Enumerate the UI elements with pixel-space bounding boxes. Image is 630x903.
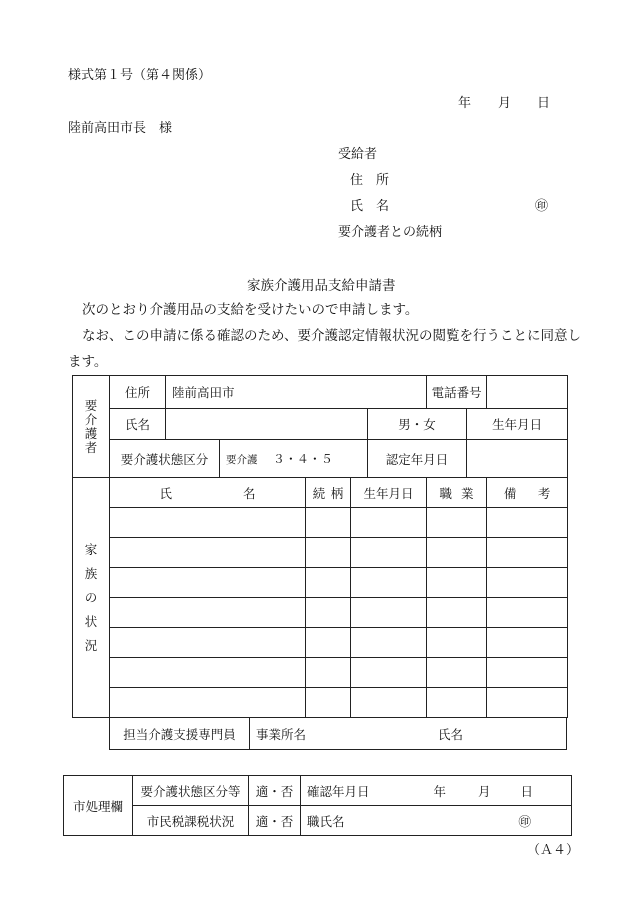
city-care-level-choice[interactable]: 適・否 xyxy=(249,776,301,806)
application-table xyxy=(72,375,568,718)
confirm-date-label: 確認年月日 xyxy=(307,783,370,799)
city-care-level-label: 要介護状態区分等 xyxy=(133,776,249,806)
family-remarks-cell[interactable] xyxy=(487,688,568,718)
sex-choice[interactable]: 男・女 xyxy=(368,409,467,440)
family-remarks-cell[interactable] xyxy=(487,538,568,568)
care-manager-field[interactable] xyxy=(250,718,567,750)
office-name-label: 事業所名 xyxy=(256,726,307,742)
recipient-name-field[interactable] xyxy=(166,409,368,440)
care-manager-name-label: 氏名 xyxy=(438,726,464,742)
family-birth-cell[interactable] xyxy=(351,598,427,628)
document-title: 家族介護用品支給申請書 xyxy=(247,278,396,294)
care-manager-row xyxy=(110,718,567,750)
recipient-section-label: 要 介 護 者 xyxy=(73,376,110,478)
family-remarks-cell[interactable] xyxy=(487,628,568,658)
family-row xyxy=(73,538,568,568)
family-name-cell[interactable] xyxy=(110,658,306,688)
consent-paragraph-line1: なお、この申請に係る確認のため、要介護認定情報状況の閲覧を行うことに同意し xyxy=(82,328,581,344)
family-birth-cell[interactable] xyxy=(351,688,427,718)
family-header-row xyxy=(73,478,568,508)
family-row xyxy=(73,628,568,658)
family-relation-cell[interactable] xyxy=(306,628,351,658)
date-day-label: 日 xyxy=(537,96,551,111)
care-level-row xyxy=(73,440,568,478)
family-birth-cell[interactable] xyxy=(351,658,427,688)
family-remarks-cell[interactable] xyxy=(487,508,568,538)
family-row xyxy=(73,508,568,538)
family-row xyxy=(73,658,568,688)
family-name-header: 氏 名 xyxy=(110,478,306,508)
seal-mark: ㊞ xyxy=(535,199,549,214)
applicant-address-label: 住 所 xyxy=(350,173,390,188)
care-manager-label: 担当介護支援専門員 xyxy=(110,718,250,750)
care-level-values: ３・４・５ xyxy=(272,452,333,466)
cert-date-label: 認定年月日 xyxy=(368,440,467,478)
relation-label: 要介護者との続柄 xyxy=(338,225,443,240)
family-birth-cell[interactable] xyxy=(351,628,427,658)
official-seal-mark: ㊞ xyxy=(518,813,532,829)
phone-field[interactable] xyxy=(487,376,568,409)
family-relation-cell[interactable] xyxy=(306,658,351,688)
confirm-month-label: 月 xyxy=(478,783,491,799)
family-remarks-cell[interactable] xyxy=(487,568,568,598)
family-occupation-header: 職 業 xyxy=(427,478,487,508)
recipient-name-label: 氏名 xyxy=(110,409,166,440)
family-occupation-cell[interactable] xyxy=(427,658,487,688)
family-name-cell[interactable] xyxy=(110,568,306,598)
care-level-label: 要介護状態区分 xyxy=(110,440,220,478)
family-relation-header: 続 柄 xyxy=(306,478,351,508)
family-birth-header: 生年月日 xyxy=(351,478,427,508)
family-occupation-cell[interactable] xyxy=(427,628,487,658)
care-manager-table xyxy=(109,717,567,750)
date-year-label: 年 xyxy=(458,96,472,111)
addressee: 陸前高田市長 様 xyxy=(68,121,173,136)
date-month-label: 月 xyxy=(498,96,512,111)
phone-label: 電話番号 xyxy=(427,376,487,409)
family-section-label: 家 族 の 状 況 xyxy=(73,478,110,718)
family-relation-cell[interactable] xyxy=(306,688,351,718)
family-row xyxy=(73,598,568,628)
care-level-prefix: 要介護 xyxy=(226,454,258,466)
family-relation-cell[interactable] xyxy=(306,568,351,598)
family-relation-cell[interactable] xyxy=(306,508,351,538)
family-birth-cell[interactable] xyxy=(351,568,427,598)
confirm-day-label: 日 xyxy=(520,783,534,799)
city-processing-table xyxy=(63,775,572,836)
recipient-birth-label: 生年月日 xyxy=(467,409,568,440)
family-name-cell[interactable] xyxy=(110,508,306,538)
city-tax-status-label: 市民税課税状況 xyxy=(133,806,249,836)
request-paragraph: 次のとおり介護用品の支給を受けたいので申請します。 xyxy=(82,302,419,318)
family-name-cell[interactable] xyxy=(110,598,306,628)
recipient-address-row xyxy=(73,376,568,409)
family-remarks-cell[interactable] xyxy=(487,658,568,688)
applicant-name-label: 氏 名 xyxy=(350,199,390,214)
recipient-name-row xyxy=(73,409,568,440)
family-occupation-cell[interactable] xyxy=(427,568,487,598)
recipient-address-field[interactable]: 陸前高田市 xyxy=(166,376,427,409)
family-occupation-cell[interactable] xyxy=(427,688,487,718)
family-occupation-cell[interactable] xyxy=(427,538,487,568)
recipient-address-label: 住所 xyxy=(110,376,166,409)
confirm-year-label: 年 xyxy=(433,783,447,799)
family-birth-cell[interactable] xyxy=(351,508,427,538)
official-name-label: 職氏名 xyxy=(307,813,345,829)
city-row-tax xyxy=(64,806,572,836)
family-relation-cell[interactable] xyxy=(306,598,351,628)
official-name-field[interactable] xyxy=(301,806,572,836)
family-remarks-header: 備 考 xyxy=(487,478,568,508)
consent-paragraph-line2: ます。 xyxy=(68,354,108,370)
form-number: 様式第１号（第４関係） xyxy=(68,68,212,83)
family-remarks-cell[interactable] xyxy=(487,598,568,628)
family-name-cell[interactable] xyxy=(110,688,306,718)
family-occupation-cell[interactable] xyxy=(427,508,487,538)
city-tax-status-choice[interactable]: 適・否 xyxy=(249,806,301,836)
care-level-choice[interactable] xyxy=(220,440,368,478)
family-row xyxy=(73,568,568,598)
family-name-cell[interactable] xyxy=(110,538,306,568)
cert-date-field[interactable] xyxy=(467,440,568,478)
applicant-heading: 受給者 xyxy=(338,147,378,162)
confirm-date-field[interactable] xyxy=(301,776,572,806)
family-relation-cell[interactable] xyxy=(306,538,351,568)
paper-size-label: （Ａ４） xyxy=(527,843,580,858)
city-row-care-level xyxy=(64,776,572,806)
family-birth-cell[interactable] xyxy=(351,538,427,568)
family-name-cell[interactable] xyxy=(110,628,306,658)
family-occupation-cell[interactable] xyxy=(427,598,487,628)
family-row xyxy=(73,688,568,718)
city-section-label: 市処理欄 xyxy=(64,776,133,836)
